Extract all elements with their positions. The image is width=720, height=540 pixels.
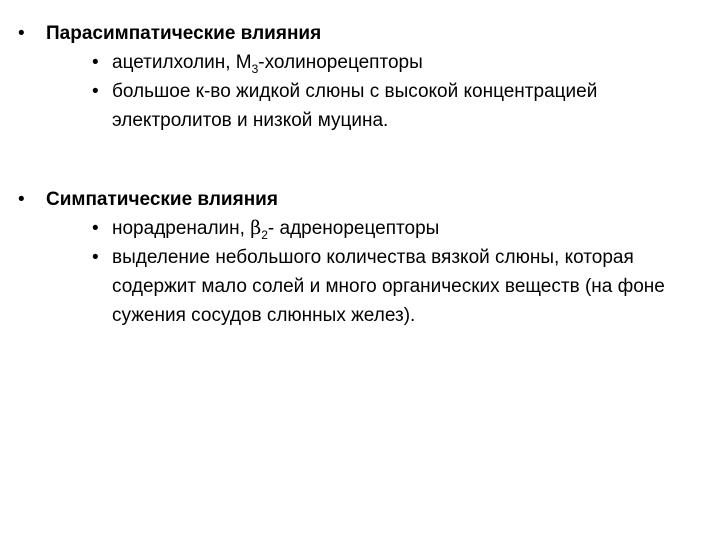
item-text [112,214,698,243]
section-heading [18,20,698,48]
section-sympathetic [18,186,698,330]
subscript: 3 [251,61,259,76]
list-item [92,48,698,77]
section-parasympathetic [18,20,698,135]
item-text-post: -холинорецепторы [258,52,423,73]
heading-text: Парасимпатические влияния [46,23,322,44]
bullet-icon: • [18,189,25,210]
bullet-icon: • [18,23,25,44]
bullet-icon: • [92,52,99,73]
bullet-icon: • [92,247,99,268]
heading-text: Симпатические влияния [46,189,278,210]
greek-letter: β [250,217,262,239]
list-item [92,214,698,243]
item-text-pre: норадреналин, [112,218,251,239]
list-item [92,77,698,135]
subscript: 2 [261,227,268,242]
item-text-pre: ацетилхолин, М [112,52,252,73]
item-text [112,48,698,77]
list-item [92,243,698,330]
section-heading [18,186,698,214]
item-text: большое к-во жидкой слюны с высокой концентрацией электролитов и низкой муцина. [112,81,598,131]
item-text-post: - адренорецепторы [267,218,440,239]
bullet-icon: • [92,81,99,102]
bullet-icon: • [92,218,99,239]
item-text: выделение небольшого количества вязкой слюны, которая содержит мало солей и много органических веществ (на фоне сужения сосудов слюнных желез). [112,247,665,326]
